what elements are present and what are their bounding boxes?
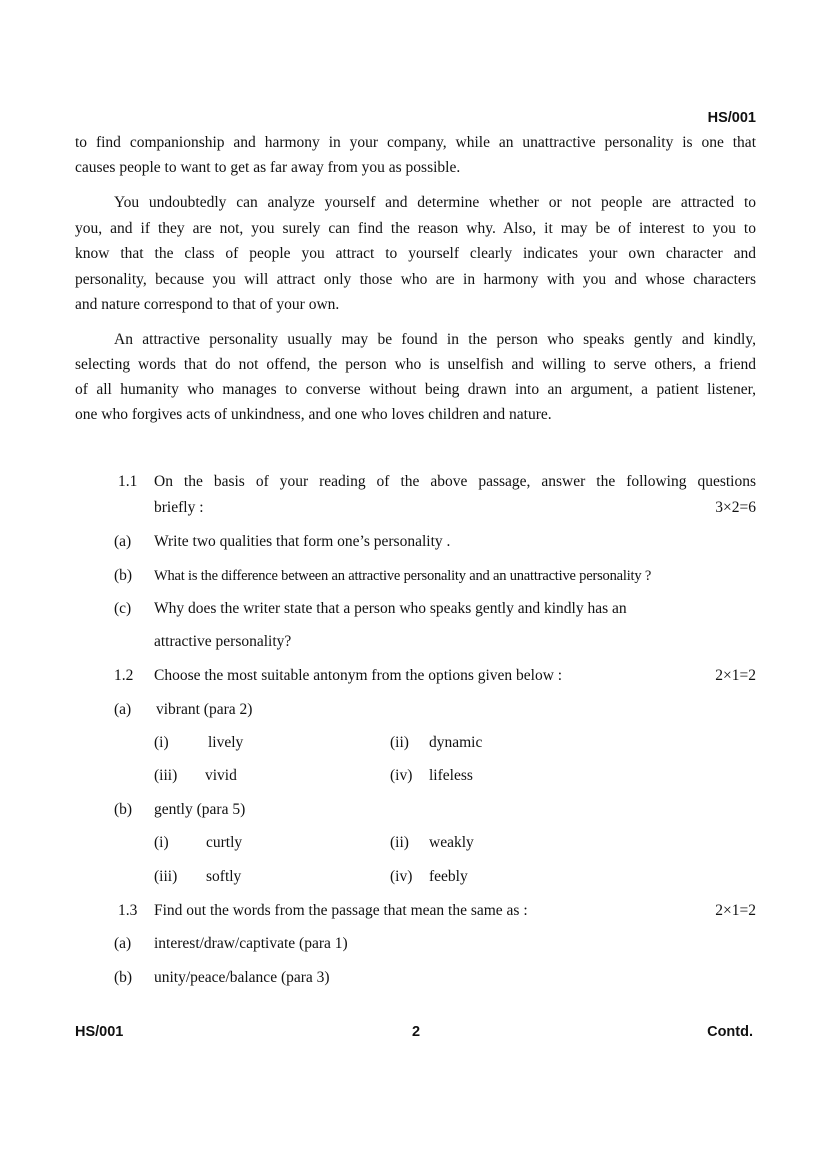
question-text: Choose the most suitable antonym from the options given below : [154,667,563,684]
passage-line: causes people to want to get as far away from you as possible. [75,159,461,176]
option-label: (iii) [154,868,178,885]
item-text: unity/peace/balance (para 3) [154,969,330,986]
item-label: (b) [114,567,133,584]
passage-line: you, and if they are not, you surely can find the reason why. Also, it may be of interest to you to [75,220,756,237]
passage-line: know that the class of people you attract to yourself clearly indicates your own character and [75,245,756,262]
option-label: (i) [154,734,169,751]
option-label: (iv) [390,868,413,885]
passage-line: one who forgives acts of unkindness, and one who loves children and nature. [75,406,552,423]
header-code: HS/001 [707,110,756,126]
item-text: Write two qualities that form one’s personality . [154,533,451,550]
item-label: (c) [114,600,132,617]
item-label: (b) [114,969,133,986]
question-text: Find out the words from the passage that mean the same as : [154,902,528,919]
option-text: vivid [205,767,237,784]
passage-line: An attractive personality usually may be found in the person who speaks gently and kindly, [114,331,756,348]
item-text: vibrant (para 2) [156,701,253,718]
item-label: (b) [114,801,133,818]
option-text: lively [208,734,244,751]
option-label: (iii) [154,767,178,784]
page-number: 2 [412,1024,421,1040]
option-text: feebly [429,868,468,885]
passage-line: You undoubtedly can analyze yourself and determine whether or not people are attracted to [114,194,756,211]
question-text: On the basis of your reading of the above passage, answer the following questions [154,473,756,490]
question-number: 1.2 [114,667,134,684]
option-text: curtly [206,834,243,851]
item-text: interest/draw/captivate (para 1) [154,935,348,952]
passage-line: and nature correspond to that of your own. [75,296,340,313]
marks: 3×2=6 [715,499,756,516]
continued-label: Contd. [707,1024,753,1040]
option-text: lifeless [429,767,473,784]
item-text: gently (para 5) [154,801,246,818]
question-number: 1.3 [118,902,138,919]
option-label: (i) [154,834,169,851]
item-label: (a) [114,701,132,718]
question-text: briefly : [154,499,204,516]
option-label: (iv) [390,767,413,784]
option-label: (ii) [390,734,409,751]
option-text: softly [206,868,242,885]
option-label: (ii) [390,834,409,851]
passage-line: to find companionship and harmony in your company, while an unattractive personality is one that [75,134,756,151]
passage-line: personality, because you will attract only those who are in harmony with you and whose characters [75,271,756,288]
passage-line: of all humanity who manages to converse without being drawn into an argument, a patient listener, [75,381,756,398]
item-label: (a) [114,533,132,550]
passage-line: selecting words that do not offend, the person who is unselfish and willing to serve others, a friend [75,356,756,373]
item-text: What is the difference between an attractive personality and an unattractive personality ? [154,568,652,584]
item-text: attractive personality? [154,633,292,650]
footer-code: HS/001 [75,1024,124,1040]
marks: 2×1=2 [715,667,756,684]
option-text: dynamic [429,734,483,751]
item-label: (a) [114,935,132,952]
marks: 2×1=2 [715,902,756,919]
option-text: weakly [429,834,474,851]
question-number: 1.1 [118,473,138,490]
item-text: Why does the writer state that a person who speaks gently and kindly has an [154,600,627,617]
